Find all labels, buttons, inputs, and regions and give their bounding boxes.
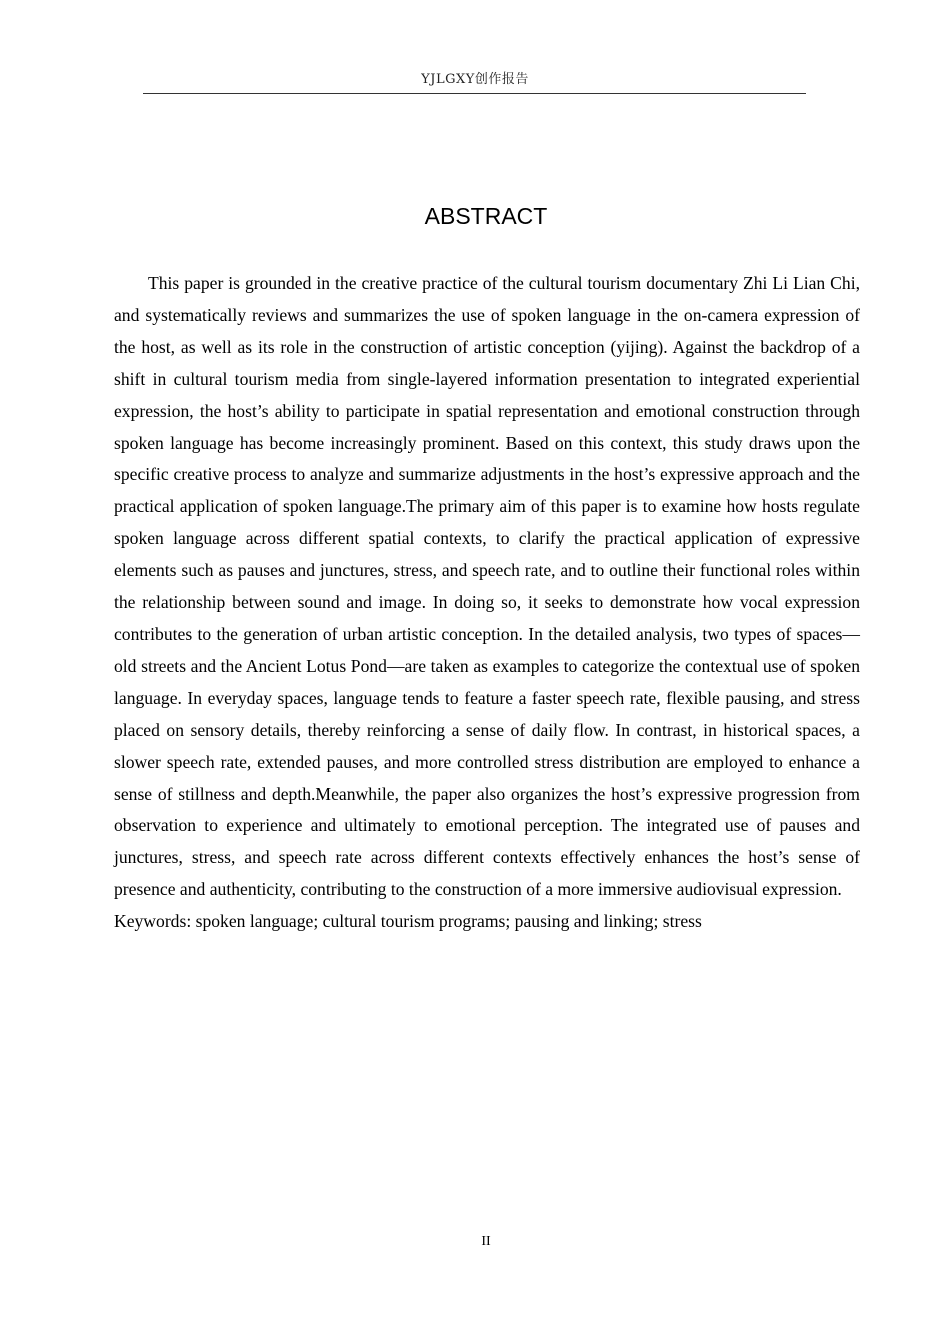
keywords-line: Keywords: spoken language; cultural tourism programs; pausing and linking; stress xyxy=(114,911,702,932)
abstract-section xyxy=(114,268,860,938)
running-header: YJLGXY创作报告 xyxy=(421,72,529,87)
abstract-paragraph: This paper is grounded in the creative practice of the cultural tourism documentary Zhi Li Lian Chi, and systematically reviews and summarizes the use of spoken language in the on-camera expression of the host, as well as its role in the construction of artistic conception (yijing). Against the backdrop of a shift in cultural tourism media from single-layered information presentation to integrated experiential expression, the host’s ability to participate in spatial representation and emotional construction through spoken language has become increasingly prominent. Based on this context, this study draws upon the specific creative process to analyze and summarize adjustments in the host’s expressive approach and the practical application of spoken language.The primary aim of this paper is to examine how hosts regulate spoken language across different spatial contexts, to clarify the practical application of expressive elements such as pauses and junctures, stress, and speech rate, and to outline their functional roles within the relationship between sound and image. In doing so, it seeks to demonstrate how vocal expression contributes to the generation of urban artistic conception. In the detailed analysis, two types of spaces—old streets and the Ancient Lotus Pond—are taken as examples to categorize the contextual use of spoken language. In everyday spaces, language tends to feature a faster speech rate, flexible pausing, and stress placed on sensory details, thereby reinforcing a sense of daily flow. In contrast, in historical spaces, a slower speech rate, extended pauses, and more controlled stress distribution are employed to enhance a sense of stillness and depth.Meanwhile, the paper also organizes the host’s expressive progression from observation to experience and ultimately to emotional perception. The integrated use of pauses and junctures, stress, and speech rate across different contexts effectively enhances the host’s sense of presence and authenticity, contributing to the construction of a more immersive audiovisual expression. xyxy=(114,273,860,900)
page-number: II xyxy=(481,1234,491,1249)
header-divider xyxy=(143,93,806,94)
page-title: ABSTRACT xyxy=(424,203,548,229)
